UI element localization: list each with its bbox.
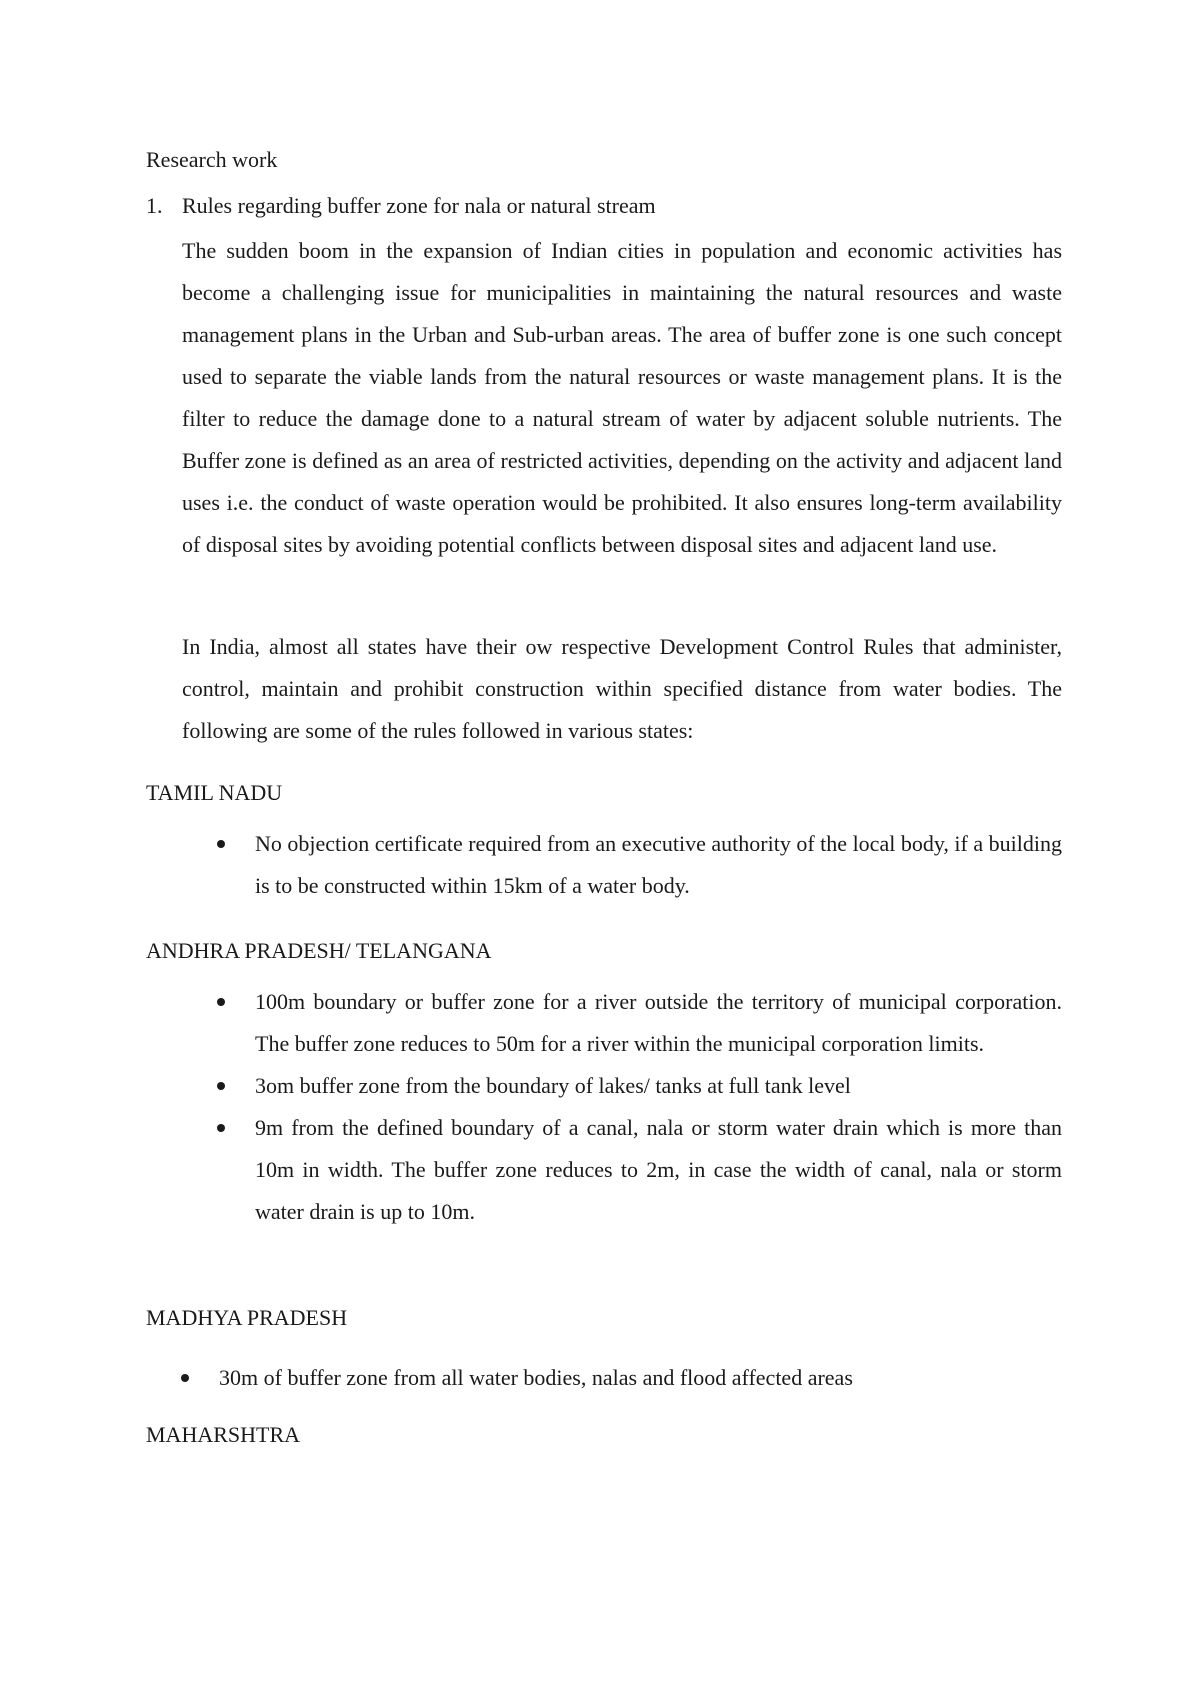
list-item: [255, 981, 1062, 1065]
rule-text: 100m boundary or buffer zone for a river outside the territory of municipal corporation. The buffer zone reduces to 50m for a river within the municipal corporation limits.: [255, 989, 1062, 1056]
state-heading-maharshtra: MAHARSHTRA: [146, 1422, 301, 1447]
paragraph-intro: The sudden boom in the expansion of Indian cities in population and economic activities has become a challenging issue for municipalities in maintaining the natural resources and waste management plans in the Urban and Sub-urban areas. The area of buffer zone is one such concept used to separate the viable lands from the natural resources or waste management plans. It is the filter to reduce the damage done to a natural stream of water by adjacent soluble nutrients. The Buffer zone is defined as an area of restricted activities, depending on the activity and adjacent land uses i.e. the conduct of waste operation would be prohibited. It also ensures long-term availability of disposal sites by avoiding potential conflicts between disposal sites and adjacent land use.: [182, 238, 1062, 557]
section-heading: [146, 191, 656, 221]
state-heading-tamil-nadu: TAMIL NADU: [146, 780, 283, 805]
document-title: Research work: [146, 147, 278, 172]
bullet-icon: [217, 840, 225, 848]
bullet-icon: [181, 1374, 189, 1382]
rule-text: 3om buffer zone from the boundary of lakes/ tanks at full tank level: [255, 1073, 851, 1098]
rules-list-andhra-pradesh-telangana: [255, 981, 1062, 1233]
state-heading-madhya-pradesh: MADHYA PRADESH: [146, 1305, 348, 1330]
state-heading-andhra-pradesh-telangana: ANDHRA PRADESH/ TELANGANA: [146, 938, 492, 963]
bullet-icon: [217, 998, 225, 1006]
list-item: [255, 1107, 1062, 1233]
list-item: [255, 823, 1062, 907]
bullet-icon: [217, 1082, 225, 1090]
list-item: [219, 1357, 1062, 1399]
paragraph-states-intro: In India, almost all states have their ow respective Development Control Rules that administer, control, maintain and prohibit construction within specified distance from water bodies. The following are some of the rules followed in various states:: [182, 634, 1062, 743]
rules-list-tamil-nadu: [255, 823, 1062, 907]
rule-text: 9m from the defined boundary of a canal, nala or storm water drain which is more than 10m in width. The buffer zone reduces to 2m, in case the width of canal, nala or storm water drain is up to 10m.: [255, 1115, 1062, 1224]
rule-text: No objection certificate required from an executive authority of the local body, if a building is to be constructed within 15km of a water body.: [255, 831, 1062, 898]
bullet-icon: [217, 1124, 225, 1132]
section-title: Rules regarding buffer zone for nala or natural stream: [182, 193, 656, 218]
section-number: 1.: [146, 193, 163, 218]
rule-text: 30m of buffer zone from all water bodies, nalas and flood affected areas: [219, 1365, 853, 1390]
list-item: [255, 1065, 1062, 1107]
rules-list-madhya-pradesh: [219, 1357, 1062, 1399]
